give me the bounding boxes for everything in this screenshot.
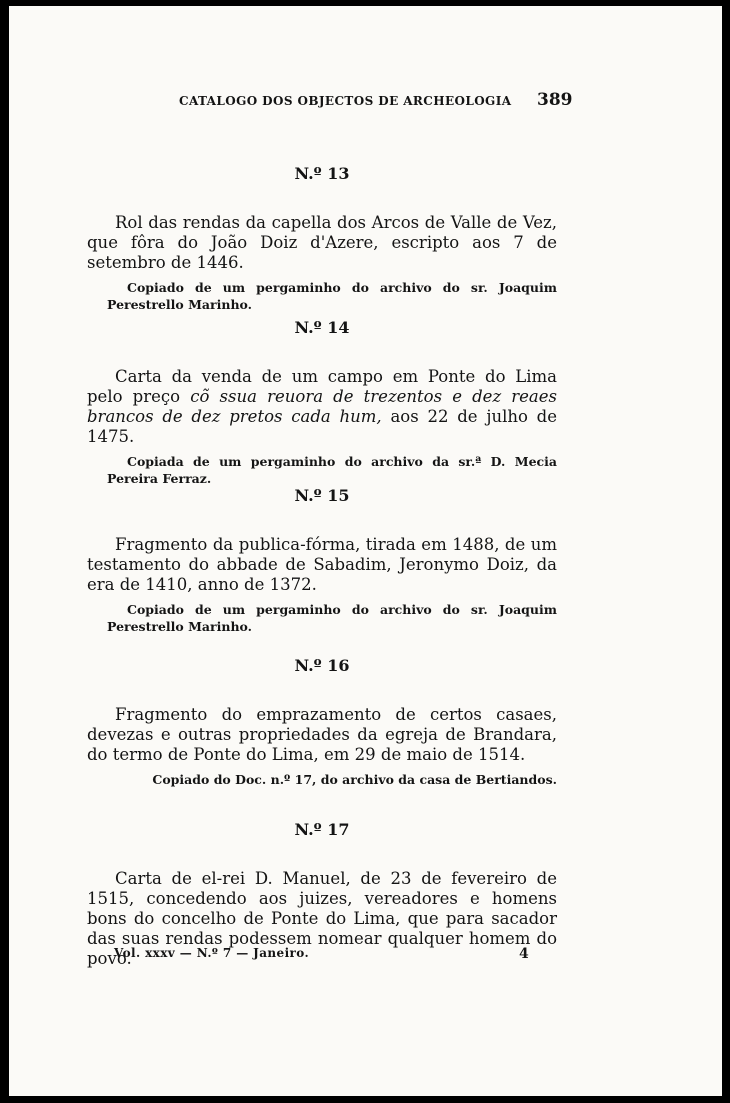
entry-source: Copiado do Doc. n.º 17, do archivo da casa de Bertiandos. bbox=[152, 772, 557, 787]
entry-text bbox=[87, 367, 557, 447]
entry-number: N.º 15 bbox=[294, 486, 350, 505]
entry-16 bbox=[87, 656, 557, 788]
entry-text: Fragmento da publica-fórma, tirada em 1488, de um testamento do abbade de Sabadim, Jeronymo Doiz, da era de 1410, anno de 1372. bbox=[87, 535, 557, 594]
volume-footer: Vol. xxxv — N.º 7 — Janeiro. bbox=[114, 946, 310, 960]
entry-text: Rol das rendas da capella dos Arcos de Valle de Vez, que fôra do João Doiz d'Azere, escripto aos 7 de setembro de 1446. bbox=[87, 213, 557, 272]
entry-text-part: aos 22 de julho de 1475. bbox=[87, 407, 558, 446]
entry-text: Carta de el-rei D. Manuel, de 23 de fevereiro de 1515, concedendo aos juizes, vereadores e homens bons do concelho de Ponte do Lima, que para sacador das suas rendas podessem nomear qualquer homem do povo. bbox=[87, 869, 557, 968]
page-number: 389 bbox=[537, 90, 573, 110]
entry-number: N.º 13 bbox=[294, 164, 350, 183]
entry-text-italic: cõ ssua reuora de trezentos e dez reaes brancos de dez pretos cada hum, bbox=[87, 387, 557, 426]
entry-13 bbox=[87, 164, 557, 313]
entry-number: N.º 16 bbox=[294, 656, 350, 675]
entry-text: Fragmento do emprazamento de certos casaes, devezas e outras propriedades da egreja de Brandara, do termo de Ponte do Lima, em 29 de maio de 1514. bbox=[87, 705, 557, 764]
entry-number: N.º 17 bbox=[294, 820, 350, 839]
entry-number: N.º 14 bbox=[294, 318, 350, 337]
entry-source: Copiado de um pergaminho do archivo do sr. Joaquim Perestrello Marinho. bbox=[107, 280, 557, 312]
entry-15 bbox=[87, 486, 557, 635]
entry-source: Copiada de um pergaminho do archivo da sr.ª D. Mecia Pereira Ferraz. bbox=[107, 454, 557, 486]
entry-text-part: Carta da venda de um campo em Ponte do Lima pelo preço bbox=[87, 367, 557, 406]
entry-source: Copiado de um pergaminho do archivo do sr. Joaquim Perestrello Marinho. bbox=[107, 602, 557, 634]
document-page bbox=[9, 6, 722, 1096]
entry-14 bbox=[87, 318, 557, 487]
running-header: CATALOGO DOS OBJECTOS DE ARCHEOLOGIA bbox=[179, 94, 512, 108]
signature-mark: 4 bbox=[519, 946, 529, 962]
